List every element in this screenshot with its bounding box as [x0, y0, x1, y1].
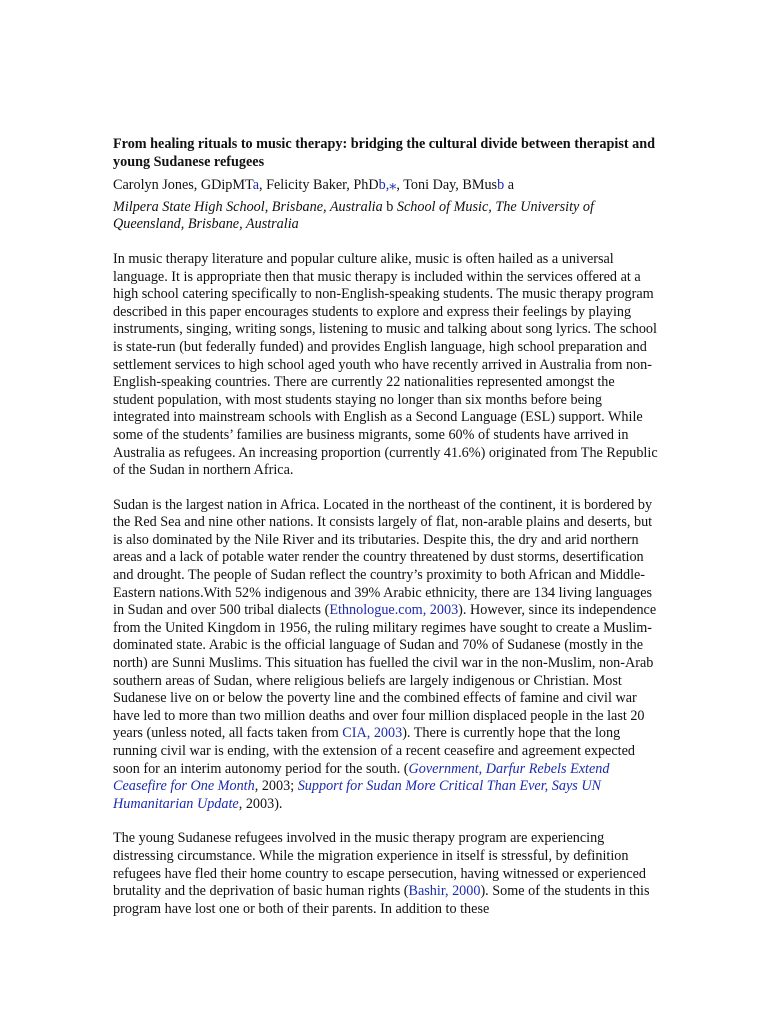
- citation-support-link[interactable]: Support for Sudan More Critical Than Ever, Says UN Humanitarian Update: [113, 778, 602, 812]
- affiliation-link-b-2[interactable]: b: [497, 177, 505, 194]
- paragraph-text: ). Some of the students in this program have lost one or both of their parents. In addition to these: [113, 883, 650, 917]
- paragraph-text: The young Sudanese refugees involved in the music therapy program are experiencing distressing circumstance. While the migration experience in itself is stressful, by definition refugees have fled their home country to escape persecution, having witnessed or experienced brutality and the deprivation of basic human rights (: [113, 830, 647, 900]
- citation-bashir-link[interactable]: Bashir, 2000: [408, 883, 481, 900]
- author-baker: Felicity Baker, PhD: [266, 177, 379, 194]
- article-title: From healing rituals to music therapy: bridging the cultural divide between therapist and young Sudanese refugees: [113, 136, 656, 170]
- author-jones: Carolyn Jones, GDipMT: [113, 177, 253, 194]
- paragraph-sudan: [113, 497, 658, 814]
- citation-ethnologue-link[interactable]: Ethnologue.com, 2003: [329, 602, 459, 619]
- paragraph-text: ). However, since its independence from the United Kingdom in 1956, the ruling military regimes have sought to create a Muslim-dominated state. Arabic is the official language of Sudan and 70% of Sudanese (mostly in the north) are Sunni Muslims. This situation has fuelled the civil war in the non-Muslim, non-Arab southern areas of Sudan, where religious beliefs are largely indigenous or Christian. Most Sudanese live on or below the poverty line and the combined effects of famine and civil war have led to more than two million deaths and over four million displaced people in the last 20 years (unless noted, all facts taken from: [113, 602, 657, 742]
- paragraph-text: ). There is currently hope that the long running civil war is ending, with the extension of a recent ceasefire and agreement expected soon for an interim autonomy period for the south. (: [113, 725, 635, 777]
- affiliation-marker-a: a: [504, 177, 515, 194]
- paragraph-refugees: [113, 830, 658, 918]
- citation-government-link[interactable]: Government, Darfur Rebels Extend Ceasefire for One Month: [113, 760, 610, 795]
- affiliation-b: School of Music, The University of Queensland, Brisbane, Australia: [113, 198, 594, 233]
- author-separator: ,: [259, 177, 267, 194]
- affiliation-marker-b: b: [382, 198, 397, 215]
- paragraph-text: Sudan is the largest nation in Africa. Located in the northeast of the continent, it is bordered by the Red Sea and nine other nations. It consists largely of flat, non-arable plains and deserts, but is also dominated by the Nile River and its tributaries. Despite this, the dry and arid northern areas and a lack of potable water render the country threatened by dust storms, desertification and drought. The people of Sudan reflect the country’s proximity to both African and Middle-Eastern nations.With 52% indigenous and 39% Arabic ethnicity, there are 134 living languages in Sudan and over 500 tribal dialects (: [113, 496, 653, 619]
- affiliation-link-a[interactable]: a: [252, 177, 260, 194]
- affiliations: [113, 199, 658, 234]
- paragraph-intro: In music therapy literature and popular culture alike, music is often hailed as a universal language. It is appropriate then that music therapy is included within the services offered at a high school catering specifically to non-English-speaking students. The music therapy program described in this paper encourages students to explore and express their feelings by playing instruments, singing, writing songs, listening to music and talking about song lyrics. The school is state-run (but federally funded) and provides English language, high school preparation and settlement services to high school aged youth who have recently arrived in Australia from non-English-speaking countries. There are currently 22 nationalities represented amongst the student population, with most students staying no longer than six months before being integrated into mainstream schools with English as a Second Language (ESL) support. While some of the students’ families are business migrants, some 60% of students have arrived in Australia as refugees. An increasing proportion (currently 41.6%) originated from The Republic of the Sudan in northern Africa.: [113, 250, 658, 479]
- paragraph-text: , 2003;: [254, 778, 298, 795]
- affiliation-a: Milpera State High School, Brisbane, Australia: [113, 198, 383, 215]
- affiliation-link-b[interactable]: b,: [378, 177, 390, 194]
- article-body: [113, 136, 658, 935]
- author-line: [113, 177, 658, 195]
- author-day: Toni Day, BMus: [403, 177, 498, 194]
- paragraph-text: , 2003).: [238, 795, 283, 812]
- corresponding-author-link[interactable]: ⁎: [389, 177, 397, 194]
- author-separator: ,: [396, 177, 404, 194]
- citation-cia-link[interactable]: CIA, 2003: [342, 725, 403, 742]
